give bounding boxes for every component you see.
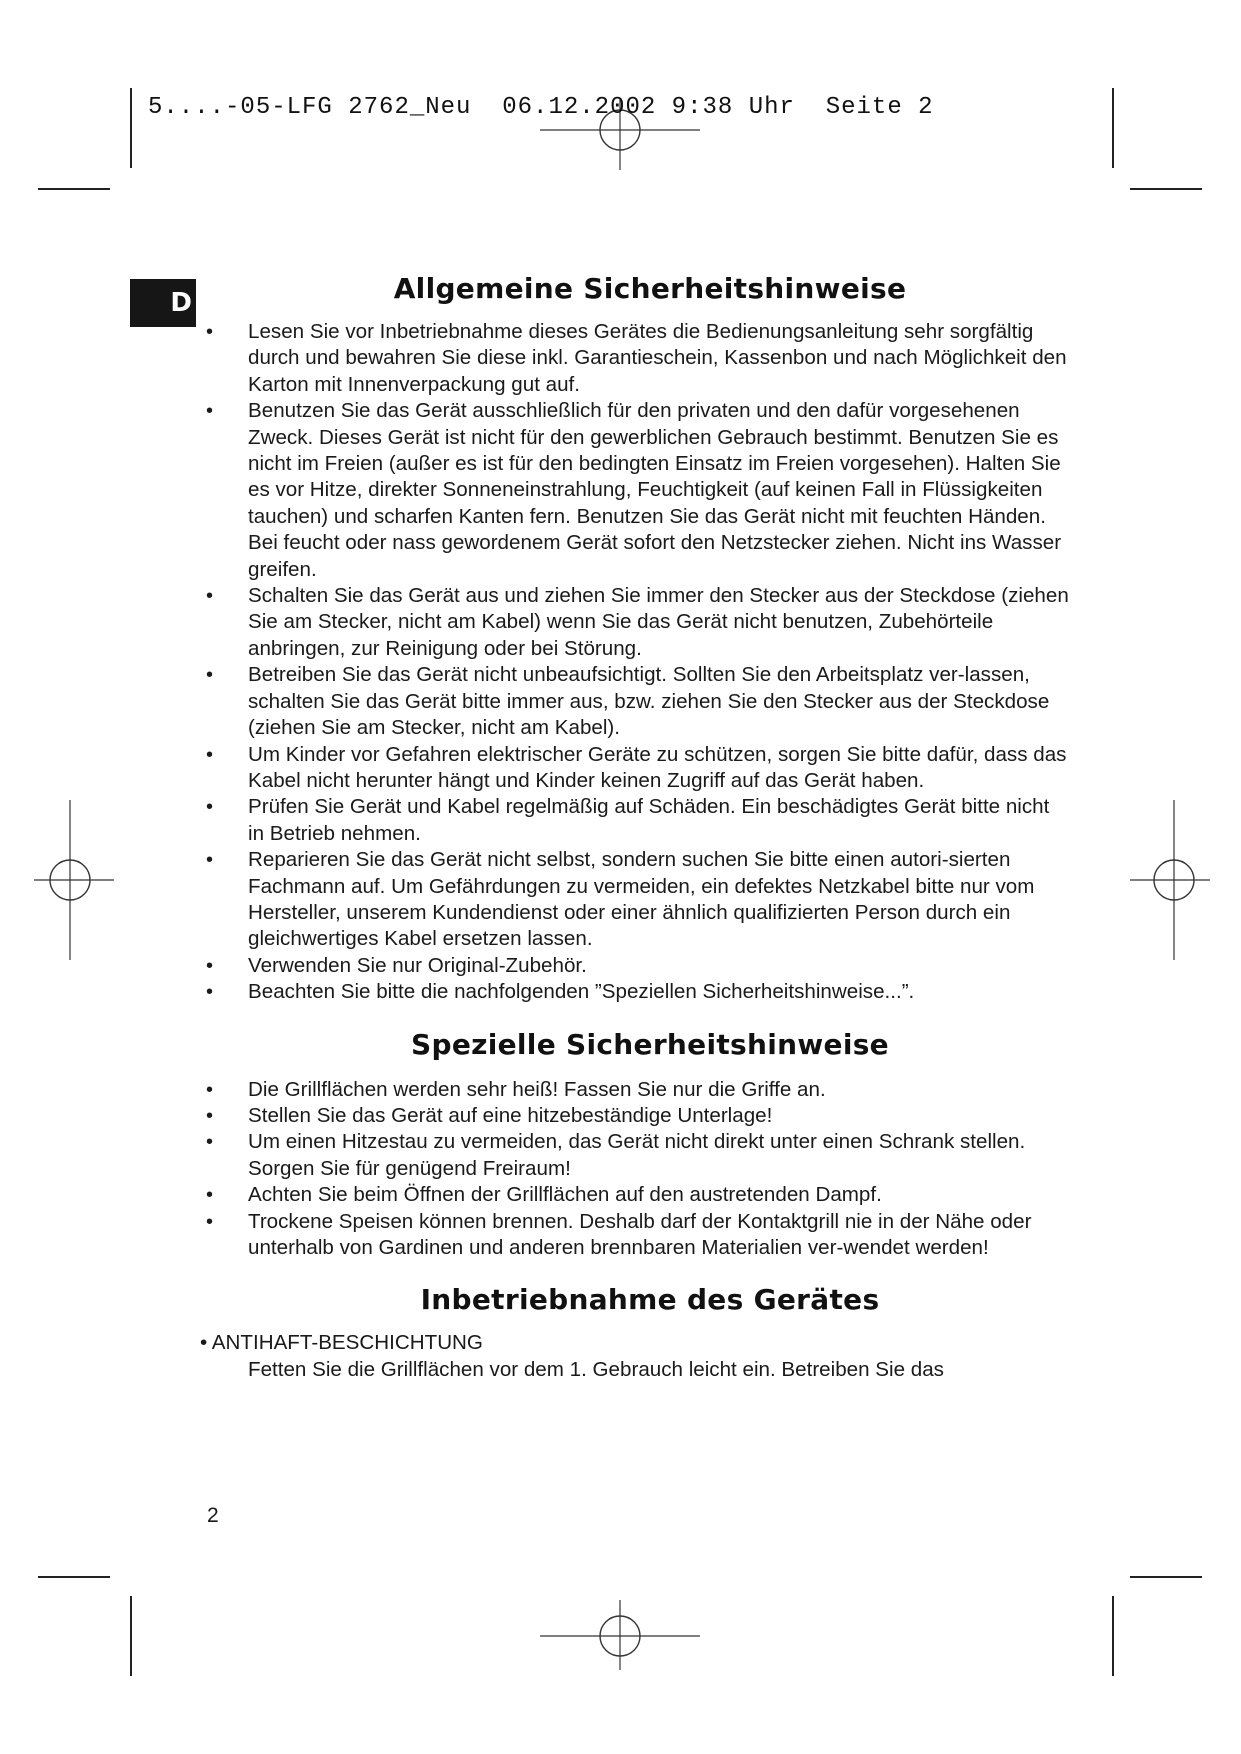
print-slug-line: 5....-05-LFG 2762_Neu 06.12.2002 9:38 Uhr Seite 2 [148,94,934,121]
registration-mark-left-icon [34,800,114,960]
page-number: 2 [207,1504,219,1527]
list-item: • Stellen Sie das Gerät auf eine hitzebeständige Unterlage! [200,1103,1070,1129]
section-title-general-safety: Allgemeine Sicherheitshinweise [393,272,907,305]
list-item: • Prüfen Sie Gerät und Kabel regelmäßig auf Schäden. Ein beschädigtes Gerät bitte nicht in Betrieb nehmen. [200,794,1070,847]
crop-mark-bottom-right-vertical [1112,1596,1114,1676]
list-item: • Benutzen Sie das Gerät ausschließlich für den privaten und den dafür vorgesehenen Zweck. Dieses Gerät ist nicht für den gewerblichen Gebrauch bestimmt. Benutzen Sie es nicht im Freien (außer es ist für den bedingten Einsatz im Freien vorgesehen). Halten Sie es vor Hitze, direkter Sonneneinstrahlung, Feuchtigkeit (auf keinen Fall in Flüssigkeiten tauchen) und scharfen Kanten fern. Benutzen Sie das Gerät nicht mit feuchten Händen. Bei feucht oder nass gewordenem Gerät sofort den Netzstecker ziehen. Nicht ins Wasser greifen. [200,398,1070,583]
list-item: • Schalten Sie das Gerät aus und ziehen Sie immer den Stecker aus der Steckdose (ziehen Sie am Stecker, nicht am Kabel) wenn Sie das Gerät nicht benutzen, Zubehörteile anbringen, zur Reinigung oder bei Störung. [200,583,1070,662]
crop-mark-bottom-left-vertical [130,1596,132,1676]
crop-mark-bottom-left-horizontal [38,1576,110,1578]
subheading-nonstick-coating: • ANTIHAFT-BESCHICHTUNG [200,1331,483,1355]
language-tab: D [130,279,196,327]
list-item: • Reparieren Sie das Gerät nicht selbst, sondern suchen Sie bitte einen autori-sierten Fachmann auf. Um Gefährdungen zu vermeiden, ein defektes Netzkabel bitte nur vom Hersteller, unserem Kundendienst oder einer ähnlich qualifizierten Person durch ein gleichwertiges Kabel ersetzen lassen. [200,847,1070,953]
section-title-first-use: Inbetriebnahme des Gerätes [420,1283,880,1317]
list-item: • Lesen Sie vor Inbetriebnahme dieses Gerätes die Bedienungsanleitung sehr sorgfältig durch und bewahren Sie diese inkl. Garantieschein, Kassenbon und nach Möglichkeit den Karton mit Innenverpackung gut auf. [200,319,1070,398]
special-safety-list [200,1077,1070,1262]
list-item: • Achten Sie beim Öffnen der Grillflächen auf den austretenden Dampf. [200,1182,1070,1208]
list-item: • Verwenden Sie nur Original-Zubehör. [200,953,1070,979]
list-item: • Um einen Hitzestau zu vermeiden, das Gerät nicht direkt unter einen Schrank stellen. Sorgen Sie für genügend Freiraum! [200,1129,1070,1182]
section-title-special-safety: Spezielle Sicherheitshinweise [411,1027,889,1061]
general-safety-list [200,319,1070,1006]
list-item: • Um Kinder vor Gefahren elektrischer Geräte zu schützen, sorgen Sie bitte dafür, dass das Kabel nicht herunter hängt und Kinder keinen Zugriff auf das Gerät haben. [200,742,1070,795]
first-use-text: Fetten Sie die Grillflächen vor dem 1. Gebrauch leicht ein. Betreiben Sie das [248,1357,944,1381]
crop-mark-top-left-vertical [130,88,132,168]
crop-mark-top-right-horizontal [1130,188,1202,190]
crop-mark-top-left-horizontal [38,188,110,190]
page-content [200,272,1070,1383]
crop-mark-bottom-right-horizontal [1130,1576,1202,1578]
list-item: • Betreiben Sie das Gerät nicht unbeaufsichtigt. Sollten Sie den Arbeitsplatz ver-lassen, schalten Sie das Gerät bitte immer aus, bzw. ziehen Sie den Stecker aus der Steckdose (ziehen Sie am Stecker, nicht am Kabel). [200,662,1070,741]
list-item: • Trockene Speisen können brennen. Deshalb darf der Kontaktgrill nie in der Nähe oder unterhalb von Gardinen und anderen brennbaren Materialien ver-wendet werden! [200,1209,1070,1262]
crop-mark-top-right-vertical [1112,88,1114,168]
first-use-block [200,1330,1070,1383]
registration-mark-bottom-icon [540,1600,700,1670]
list-item: • Die Grillflächen werden sehr heiß! Fassen Sie nur die Griffe an. [200,1077,1070,1103]
registration-mark-right-icon [1130,800,1210,960]
list-item: • Beachten Sie bitte die nachfolgenden ”Speziellen Sicherheitshinweise...”. [200,979,1070,1005]
